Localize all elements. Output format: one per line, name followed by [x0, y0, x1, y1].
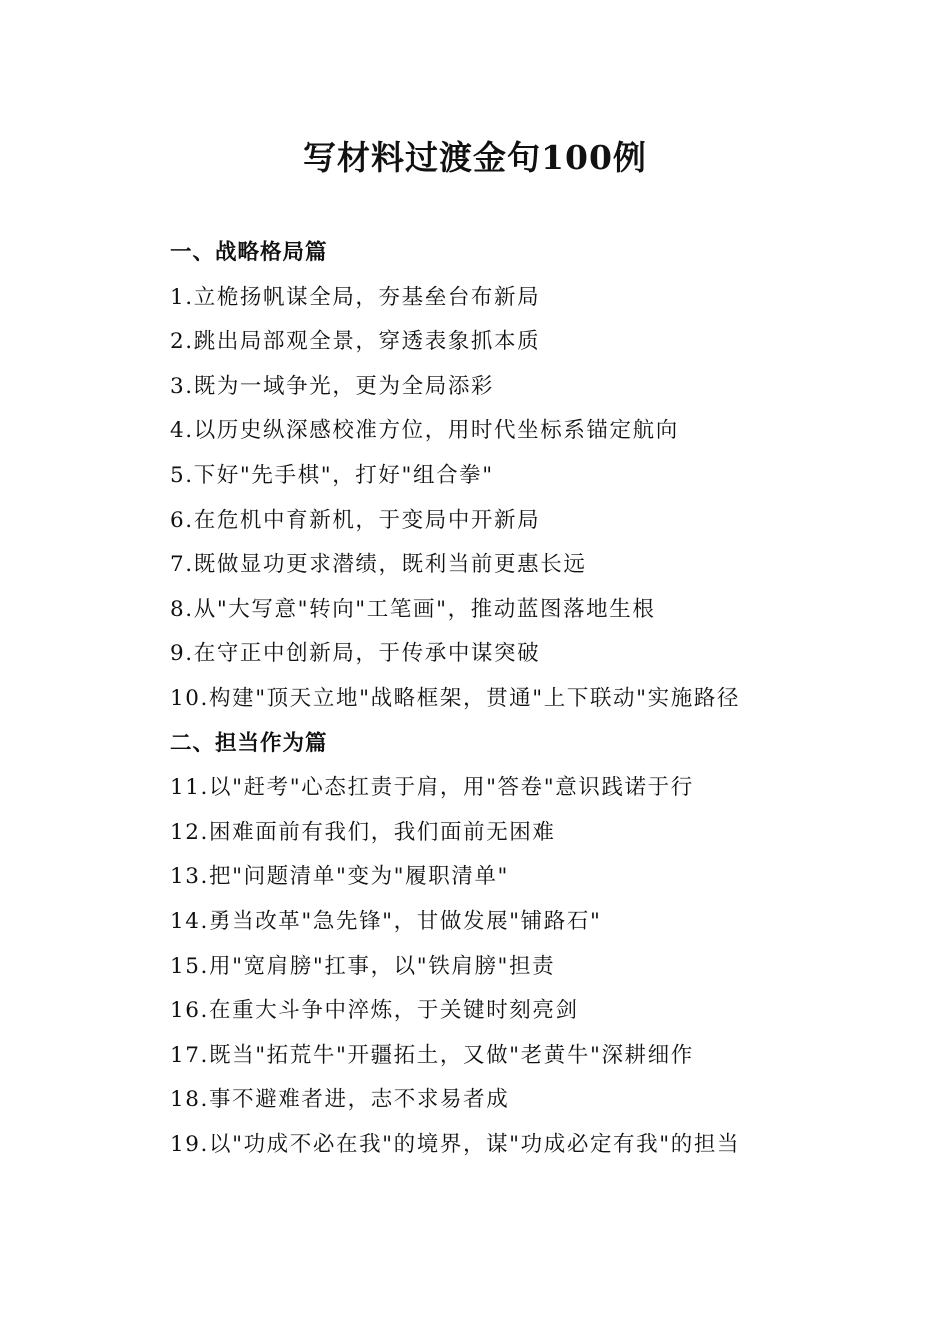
- document-body: [170, 231, 930, 1167]
- section-heading-strategy: 一、战略格局篇: [170, 240, 328, 265]
- list-item: 10.构建"顶天立地"战略框架，贯通"上下联动"实施路径: [170, 685, 741, 711]
- list-item: 11.以"赶考"心态扛责于肩，用"答卷"意识践诺于行: [170, 775, 694, 801]
- section-heading-responsibility: 二、担当作为篇: [170, 730, 328, 756]
- document-title: 写材料过渡金句100例: [303, 138, 647, 177]
- list-item: 12.困难面前有我们，我们面前无困难: [170, 819, 556, 845]
- list-item: 15.用"宽肩膀"扛事，以"铁肩膀"担责: [170, 953, 556, 979]
- list-item: 5.下好"先手棋"，打好"组合拳": [170, 462, 494, 488]
- list-item: 9.在守正中创新局，于传承中谋突破: [170, 641, 541, 667]
- list-item: 6.在危机中育新机，于变局中开新局: [170, 507, 541, 533]
- list-item: 8.从"大写意"转向"工笔画"，推动蓝图落地生根: [170, 596, 656, 622]
- list-item: 17.既当"拓荒牛"开疆拓土，又做"老黄牛"深耕细作: [170, 1042, 694, 1068]
- list-item: 19.以"功成不必在我"的境界，谋"功成必定有我"的担当: [170, 1131, 741, 1157]
- list-item: 18.事不避难者进，志不求易者成: [170, 1087, 510, 1113]
- list-item: 2.跳出局部观全景，穿透表象抓本质: [170, 329, 541, 355]
- list-item: 1.立桅扬帆谋全局，夯基垒台布新局: [170, 284, 541, 310]
- list-item: 7.既做显功更求潜绩，既利当前更惠长远: [170, 552, 587, 578]
- list-item: 16.在重大斗争中淬炼，于关键时刻亮剑: [170, 998, 579, 1024]
- list-item: 3.既为一域争光，更为全局添彩: [170, 373, 495, 399]
- list-item: 4.以历史纵深感校准方位，用时代坐标系锚定航向: [170, 418, 679, 444]
- list-item: 13.把"问题清单"变为"履职清单": [170, 864, 510, 890]
- list-item: 14.勇当改革"急先锋"，甘做发展"铺路石": [170, 908, 602, 934]
